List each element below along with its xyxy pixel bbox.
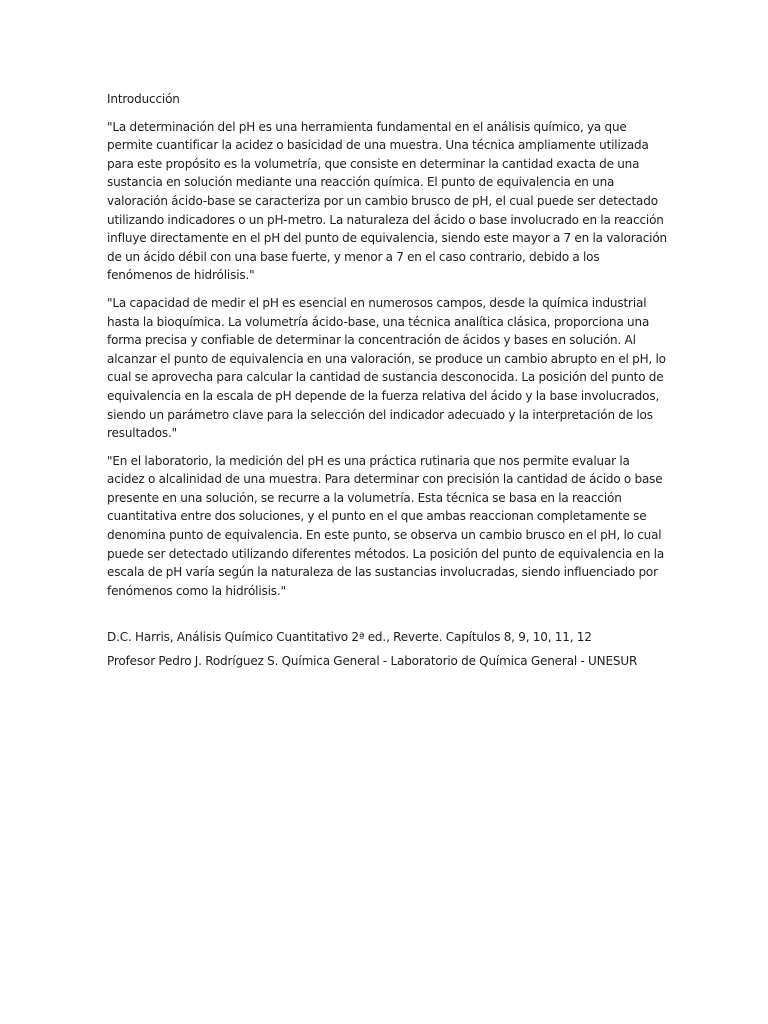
references	[107, 628, 667, 670]
section-heading: Introducción	[107, 92, 180, 106]
reference-2: Profesor Pedro J. Rodríguez S. Química General - Laboratorio de Química General - UNESUR	[107, 654, 638, 669]
paragraph-2: "La capacidad de medir el pH es esencial en numerosos campos, desde la química industrial hasta la bioquímica. La volumetría ácido-base, una técnica analítica clásica, proporciona una forma precisa y confiable de determinar la concentración de ácidos y bases en solución. Al alcanzar el punto de equivalencia en una valoración, se produce un cambio abrupto en el pH, lo cual se aprovecha para calcular la cantidad de sustancia desconocida. La posición del punto de equivalencia en la escala de pH depende de la fuerza relativa del ácido y la base involucrados, siendo un parámetro clave para la selección del indicador adecuado y la interpretación de los resultados."	[107, 295, 666, 441]
paragraph-1: "La determinación del pH es una herramienta fundamental en el análisis químico, ya que permite cuantificar la acidez o basicidad de una muestra. Una técnica ampliamente utilizada para este propósito es la volumetría, que consiste en determinar la cantidad exacta de una sustancia en solución mediante una reacción química. El punto de equivalencia en una valoración ácido-base se caracteriza por un cambio brusco de pH, el cual puede ser detectado utilizando indicadores o un pH-metro. La naturaleza del ácido o base involucrado en la reacción influye directamente en el pH del punto de equivalencia, siendo este mayor a 7 en la valoración de un ácido débil con una base fuerte, y menor a 7 en el caso contrario, debido a los fenómenos de hidrólisis."	[107, 119, 668, 283]
paragraph-3: "En el laboratorio, la medición del pH es una práctica rutinaria que nos permite evaluar la acidez o alcalinidad de una muestra. Para determinar con precisión la cantidad de ácido o base presente en una solución, se recurre a la volumetría. Esta técnica se basa en la reacción cuantitativa entre dos soluciones, y el punto en el que ambas reaccionan completamente se denomina punto de equivalencia. En este punto, se observa un cambio brusco en el pH, lo cual puede ser detectado utilizando diferentes métodos. La posición del punto de equivalencia en la escala de pH varía según la naturaleza de las sustancias involucradas, siendo influenciado por fenómenos como la hidrólisis."	[107, 453, 665, 598]
reference-1: D.C. Harris, Análisis Químico Cuantitativo 2ª ed., Reverte. Capítulos 8, 9, 10, 11, 12	[107, 630, 592, 645]
document-page	[107, 90, 667, 676]
